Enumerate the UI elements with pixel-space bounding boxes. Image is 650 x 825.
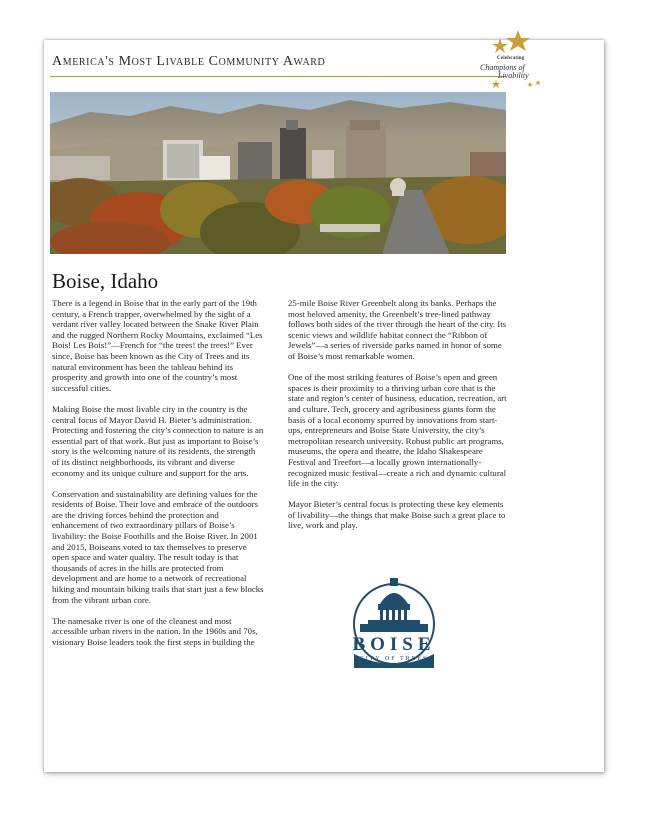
paragraph: Conservation and sustainability are defining values for the residents of Boise. Their love and embrace of the outdoors are the driving forces behind the protection and enhancement of two extraordinary pillars of Boise’s livability: the Boise Foothills and the Boise River. In 2001 and 2015, Boiseans voted to tax themselves to preserve open space and water quality. The result today is that thousands of acres in the hills are protected from development and are home to a network of recreational hiking and mountain biking trails that start just a few blocks from the vibrant urban core. [52, 488, 264, 605]
paragraph: Making Boise the most livable city in the country is the central focus of Mayor David H. Bieter’s administration. Protecting and fostering the city’s connection to nature is an essential part of that work. But just as important to Boise’s story is the welcoming nature of its residents, the strength of its distinct neighborhoods, its vibrant and diverse economy and its unique culture and support for the arts. [52, 403, 264, 478]
header-divider [50, 76, 506, 77]
award-title: America's Most Livable Community Award [52, 54, 326, 69]
left-text-column [52, 298, 264, 658]
paragraph: The namesake river is one of the cleanest and most accessible urban rivers in the nation. In the 1960s and 70s, visionary Boise leaders took the first steps in building the [52, 615, 258, 647]
paragraph: Mayor Bieter’s central focus is protecting these key elements of livability—the things that make Boise such a great place to live, work and play. [288, 499, 506, 531]
boise-city-logo [346, 576, 442, 672]
logo-wordmark: BOISE [352, 634, 436, 655]
champions-of-livability-badge [474, 28, 546, 88]
right-text-column [288, 298, 508, 542]
page-title: Boise, Idaho [52, 269, 159, 293]
paragraph: One of the most striking features of Boise’s open and green spaces is their proximity to a thriving urban core that is the state and region’s center of business, education, recreation, art and culture. Tech, grocery and agribusiness giants form the basis of a local economy spurred by innovations from start-ups, entrepreneurs and Boise State University, the city’s metropolitan research university. Robust public art programs, museums, the opera and theatre, the Idaho Shakespeare Festival and Treefort—a locally grown internationally-recognized music festival—create a rich and dynamic cultural life in the city. [288, 372, 507, 489]
paragraph: 25-mile Boise River Greenbelt along its banks. Perhaps the most beloved amenity, the Greenbelt’s tree-lined pathway follows both sides of the river through the heart of the city. Its scenic views and wildlife habitat connect the “Ribbon of Jewels”—a series of riverside parks named in honor of some of Boise’s most remarkable women. [288, 298, 507, 361]
badge-champions: Champions of [480, 63, 525, 72]
badge-celebrating: Celebrating [497, 56, 525, 61]
logo-tagline: CITY OF TREES [359, 656, 429, 662]
boise-skyline-photo [50, 92, 506, 254]
badge-livability: Livability [498, 71, 529, 80]
paragraph: There is a legend in Boise that in the early part of the 19th century, a French trapper, overwhelmed by the sight of a verdant river valley located between the Snake River Plain and the rugged Northern Rocky Mountains, exclaimed “Les Bois! Les Bois!”—French for “the trees! the trees!” Ever since, Boise has been known as the City of Trees and its natural environment has been the tableau behind its prosperity and growth into one of the country’s most successful cities. [52, 298, 263, 393]
